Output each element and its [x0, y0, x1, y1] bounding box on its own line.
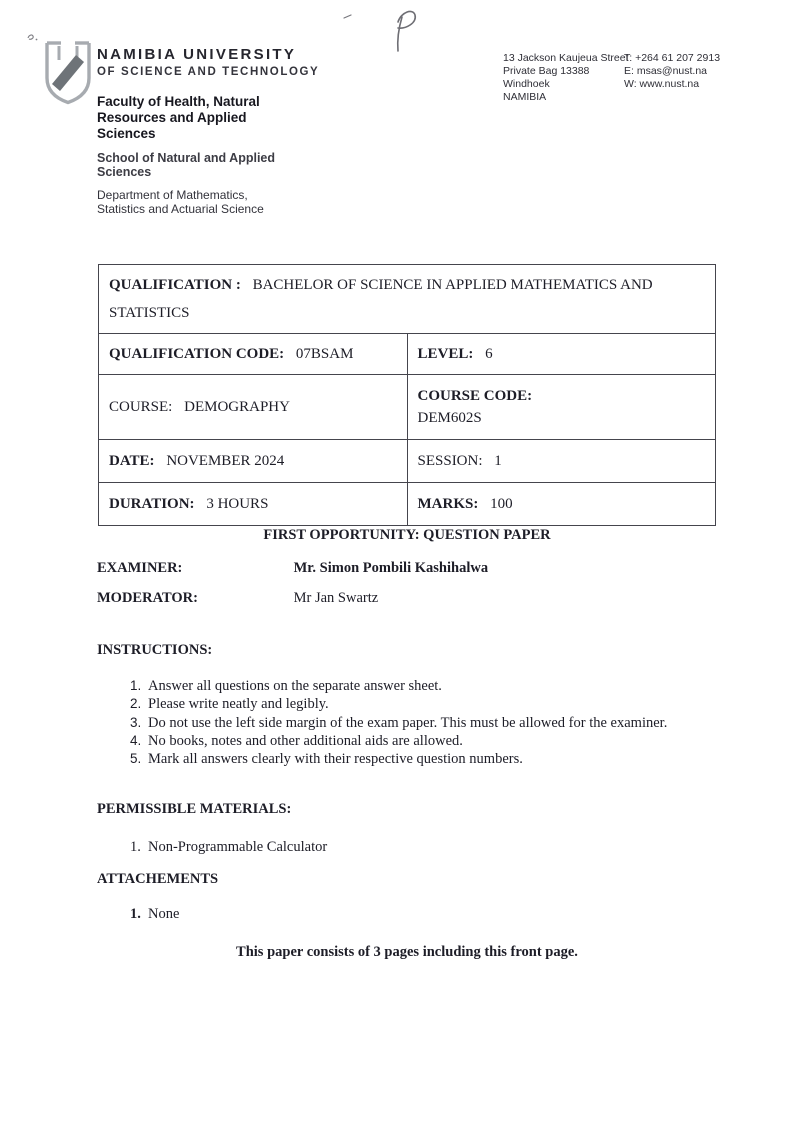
- instruction-item: Please write neatly and legibly.: [148, 696, 329, 713]
- level-value: 6: [485, 345, 493, 362]
- permissible-materials-list: [97, 838, 697, 856]
- qualification-label: QUALIFICATION :: [109, 276, 241, 293]
- marks-label: MARKS:: [417, 495, 479, 512]
- address-line: 13 Jackson Kaujeua Street: [503, 52, 629, 64]
- postal-address: [503, 52, 629, 105]
- moderator-label: MODERATOR:: [97, 590, 198, 606]
- moderator-row: [97, 590, 488, 607]
- page-count-note: This paper consists of 3 pages including this front page.: [236, 944, 578, 960]
- university-name: NAMIBIA UNIVERSITY: [97, 46, 297, 63]
- examiner-row: [97, 560, 488, 577]
- table-row: [99, 483, 716, 526]
- examiner-label: EXAMINER:: [97, 560, 183, 576]
- nust-logo-shield-icon: [40, 38, 96, 106]
- course-details-table: [98, 264, 716, 526]
- table-row: [99, 334, 716, 375]
- permissible-material-item: Non-Programmable Calculator: [148, 839, 328, 855]
- course-code-label: COURSE CODE:: [417, 387, 533, 404]
- address-line: Private Bag 13388: [503, 65, 590, 78]
- duration-value: 3 HOURS: [206, 495, 269, 512]
- session-value: 1: [494, 452, 502, 469]
- qualification-cell: [99, 265, 716, 334]
- attachment-item: None: [148, 906, 180, 922]
- marks-value: 100: [490, 495, 513, 512]
- moderator-name: Mr Jan Swartz: [293, 590, 379, 606]
- attachments-list: [97, 905, 697, 923]
- examiner-name: Mr. Simon Pombili Kashihalwa: [293, 560, 489, 576]
- course-value: DEMOGRAPHY: [184, 398, 290, 415]
- examiner-moderator-block: [97, 560, 488, 620]
- scan-artifact-mark: [26, 31, 40, 43]
- instruction-item: Answer all questions on the separate answer sheet.: [148, 678, 442, 694]
- school-name: School of Natural and Applied Sciences: [97, 151, 276, 180]
- date-value: NOVEMBER 2024: [166, 452, 285, 469]
- faculty-name: Faculty of Health, Natural Resources and Applied Sciences: [97, 94, 260, 142]
- duration-label: DURATION:: [109, 495, 195, 512]
- table-row: [99, 375, 716, 440]
- attachments-heading: ATTACHEMENTS: [97, 871, 219, 887]
- email-line: E: msas@nust.na: [624, 65, 708, 78]
- date-cell: [99, 440, 408, 483]
- website-line: W: www.nust.na: [624, 78, 700, 91]
- session-label: SESSION:: [417, 452, 483, 469]
- course-code-cell: [407, 375, 716, 440]
- instruction-item: Mark all answers clearly with their respective question numbers.: [148, 751, 523, 768]
- level-label: LEVEL:: [417, 345, 474, 362]
- marks-cell: [407, 483, 716, 526]
- qualification-code-cell: [99, 334, 408, 375]
- session-cell: [407, 440, 716, 483]
- department-name: Department of Mathematics, Statistics and Actuarial Science: [97, 188, 264, 217]
- university-name-sub: OF SCIENCE AND TECHNOLOGY: [97, 66, 320, 78]
- course-label: COURSE:: [109, 398, 173, 415]
- contact-details: [624, 52, 764, 91]
- duration-cell: [99, 483, 408, 526]
- phone-line: T: +264 61 207 2913: [624, 52, 721, 64]
- table-row: [99, 265, 716, 334]
- qualification-value: BACHELOR OF SCIENCE IN APPLIED MATHEMATICS AND STATISTICS: [109, 276, 653, 321]
- opportunity-title: FIRST OPPORTUNITY: QUESTION PAPER: [263, 527, 551, 543]
- qualification-code-label: QUALIFICATION CODE:: [109, 345, 285, 362]
- handwritten-p-mark: [336, 5, 446, 57]
- instructions-list: [97, 677, 697, 769]
- course-code-value: DEM602S: [417, 409, 482, 426]
- date-label: DATE:: [109, 452, 155, 469]
- course-cell: [99, 375, 408, 440]
- permissible-materials-heading: PERMISSIBLE MATERIALS:: [97, 801, 292, 817]
- instruction-item: No books, notes and other additional aids are allowed.: [148, 732, 463, 749]
- address-line: Windhoek: [503, 78, 550, 91]
- qualification-code-value: 07BSAM: [295, 345, 354, 362]
- instructions-heading: INSTRUCTIONS:: [97, 642, 213, 658]
- level-cell: [407, 334, 716, 375]
- address-line: NAMIBIA: [503, 91, 547, 104]
- instruction-item: Do not use the left side margin of the exam paper. This must be allowed for the examiner.: [148, 714, 668, 731]
- university-wordmark: [97, 46, 319, 78]
- table-row: [99, 440, 716, 483]
